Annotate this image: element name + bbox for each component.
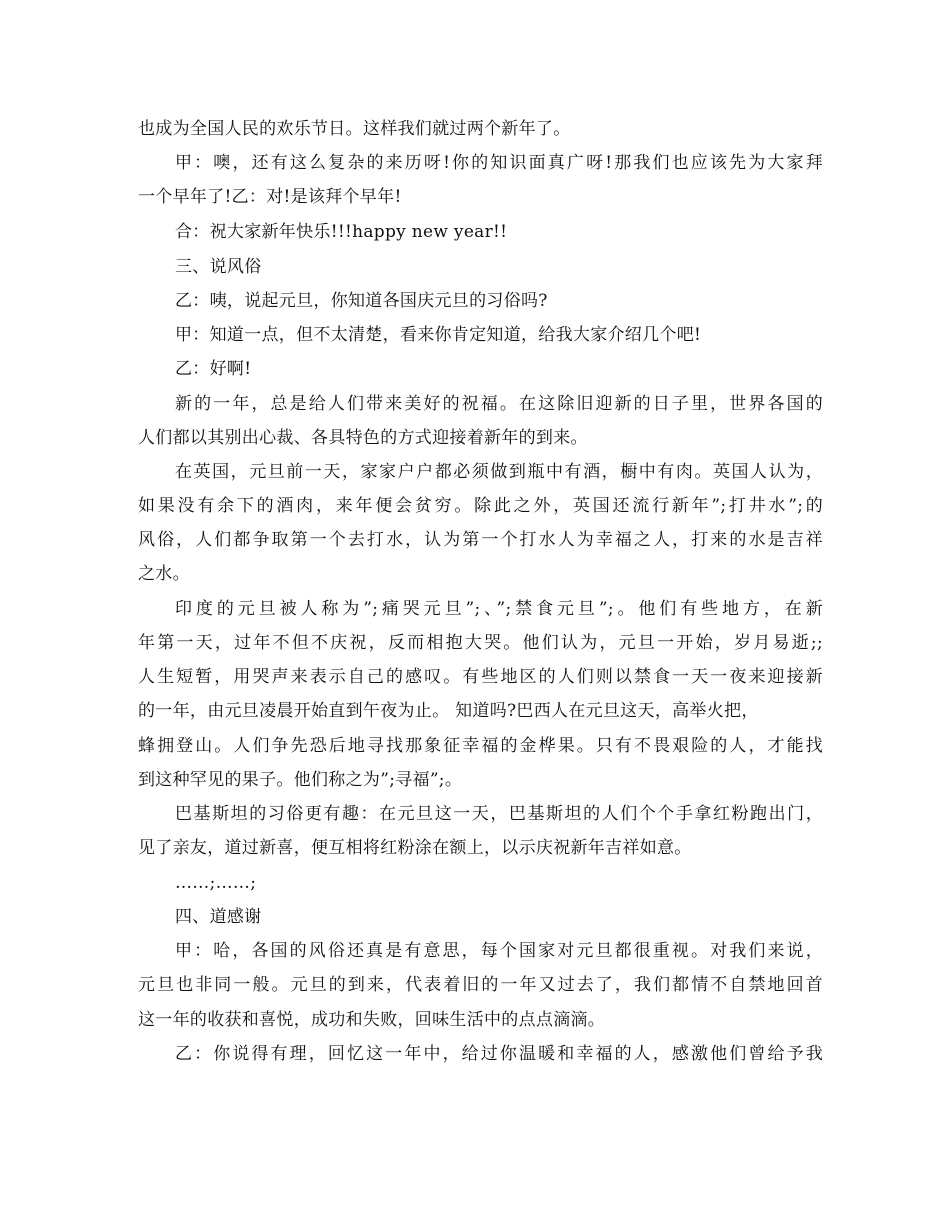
paragraph-line: 人们都以其别出心裁、各具特色的方式迎接着新年的到来。 <box>138 428 588 448</box>
paragraph-line: 这一年的收获和喜悦，成功和失败，回味生活中的点点滴滴。 <box>138 1010 606 1030</box>
paragraph-line: 新的一年，总是给人们带来美好的祝福。在这除旧迎新的日子里，世界各国的 <box>175 394 823 414</box>
paragraph-line: 元旦也非同一般。元旦的到来，代表着旧的一年又过去了，我们都情不自禁地回首 <box>138 975 823 995</box>
paragraph-line: 也成为全国人民的欢乐节日。这样我们就过两个新年了。 <box>138 119 571 139</box>
paragraph-line: 人生短暂，用哭声来表示自己的感叹。有些地区的人们则以禁食一天一夜来迎接新 <box>138 667 823 687</box>
ellipsis-line: ……;……; <box>175 873 257 893</box>
paragraph-line: 如果没有余下的酒肉，来年便会贫穷。除此之外，英国还流行新年”;打井水”;的 <box>138 496 823 516</box>
paragraph-line: 印度的元旦被人称为”;痛哭元旦”;、”;禁食元旦”;。他们有些地方，在新 <box>175 599 823 619</box>
paragraph-line: 年第一天，过年不但不庆祝，反而相抱大哭。他们认为，元旦一开始，岁月易逝;; <box>138 633 823 653</box>
dialogue-line: 一个早年了!乙：对!是该拜个早年! <box>138 187 402 207</box>
paragraph-line: 的一年，由元旦凌晨开始直到午夜为止。 知道吗?巴西人在元旦这天，高举火把， <box>138 701 759 721</box>
section-heading: 三、说风俗 <box>175 257 262 277</box>
dialogue-line: 甲：知道一点，但不太清楚，看来你肯定知道，给我大家介绍几个吧! <box>175 325 702 345</box>
dialogue-line: 乙：好啊! <box>175 359 252 379</box>
section-heading: 四、道感谢 <box>175 907 262 927</box>
paragraph-line: 到这种罕见的果子。他们称之为”;寻福”;。 <box>138 770 463 790</box>
paragraph-line: 之水。 <box>138 564 190 584</box>
dialogue-line: 合：祝大家新年快乐!!!happy new year!! <box>175 222 508 242</box>
dialogue-line: 乙：你说得有理，回忆这一年中，给过你温暖和幸福的人，感激他们曾给予我 <box>175 1044 823 1064</box>
dialogue-line: 乙：咦，说起元旦，你知道各国庆元旦的习俗吗? <box>175 291 548 311</box>
dialogue-line: 甲：哈，各国的风俗还真是有意思，每个国家对元旦都很重视。对我们来说， <box>175 941 823 961</box>
paragraph-line: 在英国，元旦前一天，家家户户都必须做到瓶中有酒，橱中有肉。英国人认为， <box>175 462 823 482</box>
paragraph-line: 见了亲友，道过新喜，便互相将红粉涂在额上，以示庆祝新年吉祥如意。 <box>138 838 692 858</box>
paragraph-line: 蜂拥登山。人们争先恐后地寻找那象征幸福的金桦果。只有不畏艰险的人，才能找 <box>138 736 823 756</box>
dialogue-line: 甲：噢，还有这么复杂的来历呀!你的知识面真广呀!那我们也应该先为大家拜 <box>175 153 823 173</box>
paragraph-line: 风俗，人们都争取第一个去打水，认为第一个打水人为幸福之人，打来的水是吉祥 <box>138 530 823 550</box>
paragraph-line: 巴基斯坦的习俗更有趣：在元旦这一天，巴基斯坦的人们个个手拿红粉跑出门， <box>175 804 823 824</box>
